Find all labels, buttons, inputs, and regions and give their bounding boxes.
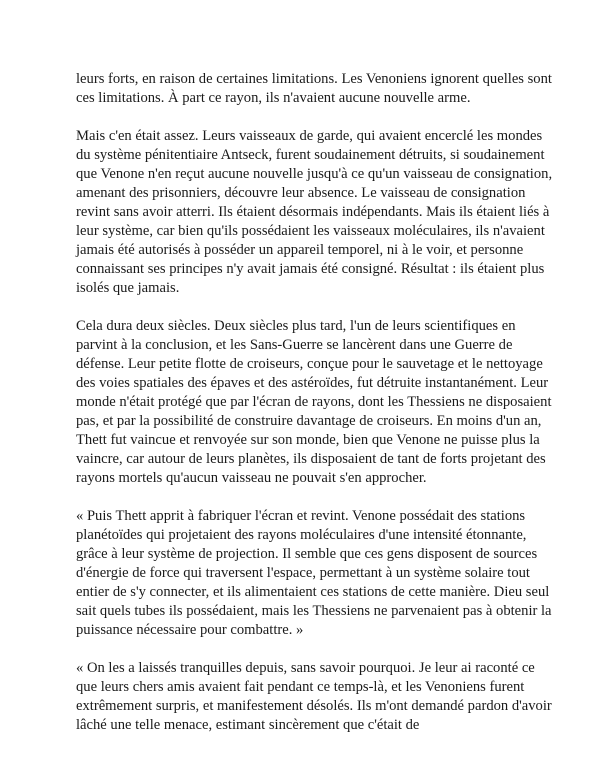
paragraph-4: « Puis Thett apprit à fabriquer l'écran et revint. Venone possédait des stations planétoïdes qui projetaient des rayons moléculaires d'une intensité étonnante, grâce à leur système de projection. Il semble que ces gens disposent de sources d'énergie de force qui traversent l'espace, permettant à un système solaire tout entier de s'y connecter, et ils alimentaient ces stations de cette manière. Dieu seul sait quels tubes ils possédaient, mais les Thessiens ne parvenaient pas à obtenir la puissance nécessaire pour combattre. » bbox=[76, 508, 552, 638]
paragraph-1: leurs forts, en raison de certaines limitations. Les Venoniens ignorent quelles sont ces limitations. À part ce rayon, ils n'avaient aucune nouvelle arme. bbox=[76, 71, 552, 106]
paragraph-5: « On les a laissés tranquilles depuis, sans savoir pourquoi. Je leur ai raconté ce que leurs chers amis avaient fait pendant ce temps-là, et les Venoniens furent extrêmement surpris, et manifestement désolés. Ils m'ont demandé pardon d'avoir lâché une telle menace, estimant sincèrement que c'était de bbox=[76, 660, 552, 733]
document-body bbox=[76, 70, 556, 754]
paragraph-2: Mais c'en était assez. Leurs vaisseaux de garde, qui avaient encerclé les mondes du système pénitentiaire Antseck, furent soudainement détruits, si soudainement que Venone n'en reçut aucune nouvelle jusqu'à ce qu'un vaisseau de consignation, amenant des prisonniers, découvre leur absence. Le vaisseau de consignation revint sans avoir atterri. Ils étaient désormais indépendants. Mais ils étaient liés à leur système, car bien qu'ils possédaient les vaisseaux moléculaires, ils n'avaient jamais été autorisés à posséder un appareil temporel, ni à le voir, et personne connaissant ses principes n'y avait jamais été consigné. Résultat : ils étaient plus isolés que jamais. bbox=[76, 128, 553, 296]
paragraph-3: Cela dura deux siècles. Deux siècles plus tard, l'un de leurs scientifiques en parvint à la conclusion, et les Sans-Guerre se lancèrent dans une Guerre de défense. Leur petite flotte de croiseurs, conçue pour le sauvetage et le nettoyage des voies spatiales des épaves et des astéroïdes, fut détruite instantanément. Leur monde n'était protégé que par l'écran de rayons, dont les Thessiens ne disposaient pas, et par la possibilité de construire davantage de croiseurs. En moins d'un an, Thett fut vaincue et renvoyée sur son monde, bien que Venone ne puisse plus la vaincre, car autour de leurs planètes, ils disposaient de tant de forts projetant des rayons mortels qu'aucun vaisseau ne pouvait s'en approcher. bbox=[76, 318, 552, 486]
